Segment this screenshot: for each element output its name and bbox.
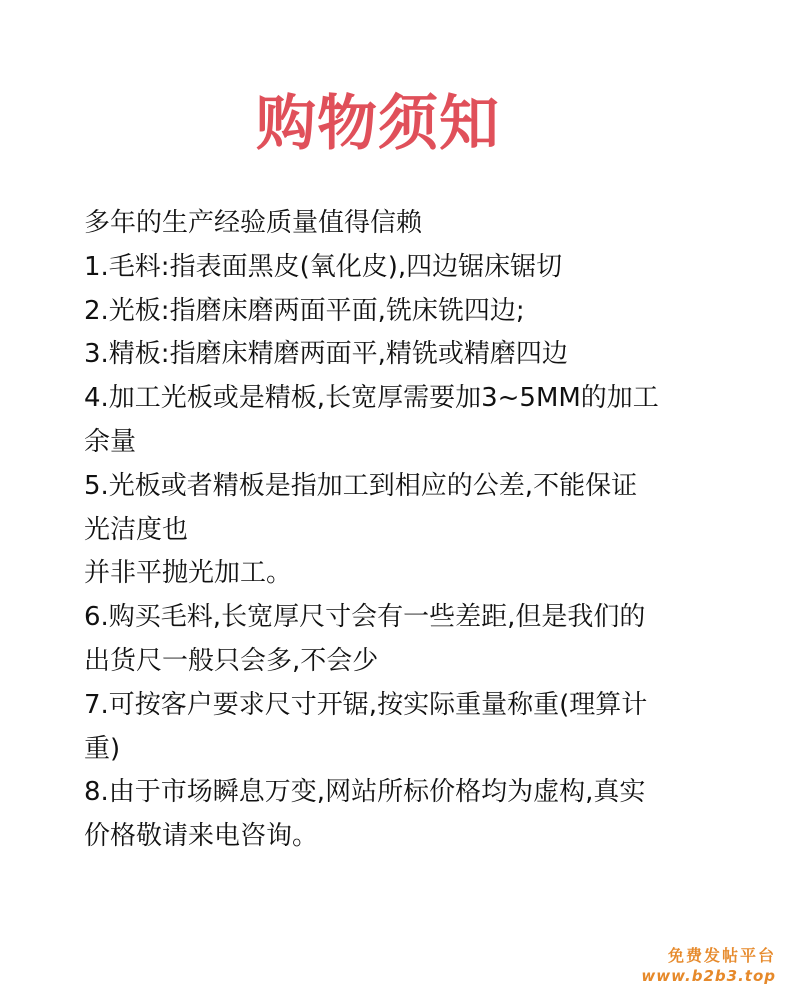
notice-line: 多年的生产经验质量值得信赖 xyxy=(84,208,423,238)
notice-line: 4.加工光板或是精板,长宽厚需要加3~5MM的加工 xyxy=(84,383,659,414)
page-title: 购物须知 xyxy=(256,89,500,159)
notice-body xyxy=(84,202,704,859)
notice-line: 3.精板:指磨床精磨两面平,精铣或精磨四边 xyxy=(84,339,568,370)
notice-line: 重) xyxy=(84,733,121,764)
notice-line: 5.光板或者精板是指加工到相应的公差,不能保证 xyxy=(84,470,638,501)
notice-line: 光洁度也 xyxy=(84,514,189,545)
watermark-url: www.b2b3.top xyxy=(641,967,776,985)
notice-line: 并非平抛光加工。 xyxy=(84,558,293,589)
notice-line: 2.光板:指磨床磨两面平面,铣床铣四边; xyxy=(84,295,525,326)
notice-line: 7.可按客户要求尺寸开锯,按实际重量称重(理算计 xyxy=(84,689,648,720)
watermark xyxy=(641,946,776,986)
watermark-title: 免费发帖平台 xyxy=(667,946,776,965)
notice-line: 1.毛料:指表面黑皮(氧化皮),四边锯床锯切 xyxy=(84,251,563,282)
notice-line: 余量 xyxy=(84,426,137,457)
notice-line: 6.购买毛料,长宽厚尺寸会有一些差距,但是我们的 xyxy=(84,602,646,633)
notice-line: 出货尺一般只会多,不会少 xyxy=(84,645,379,676)
notice-line: 价格敬请来电咨询。 xyxy=(84,821,319,852)
notice-line: 8.由于市场瞬息万变,网站所标价格均为虚构,真实 xyxy=(84,777,646,808)
